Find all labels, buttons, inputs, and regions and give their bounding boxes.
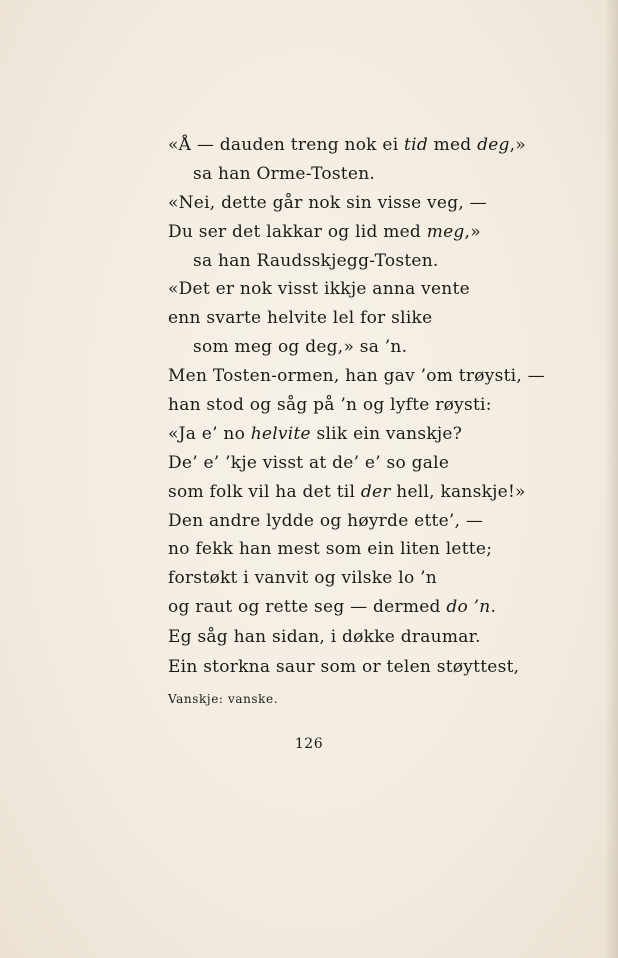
poem-stanza-1 <box>168 131 548 622</box>
poem-line: og raut og rette seg — dermed do ’n. <box>168 597 497 618</box>
poem-line: Ein storkna saur som or telen støyttest, <box>168 657 520 677</box>
poem-line: enn svarte helvite lel for slike <box>168 308 433 329</box>
poem-line: no fekk han mest som ein liten lette; <box>168 539 493 560</box>
footnote: Vanskje: vanske. <box>168 692 279 706</box>
poem-line: han stod og såg på ’n og lyfte røysti: <box>168 395 492 416</box>
page-edge-shadow <box>604 0 618 958</box>
poem-line: forstøkt i vanvit og vilske lo ’n <box>168 568 437 589</box>
poem-line: Den andre lydde og høyrde ette’, — <box>168 510 484 531</box>
poem-line: Men Tosten-ormen, han gav ’om trøysti, — <box>168 366 545 387</box>
poem-line: sa han Orme-Tosten. <box>193 163 376 184</box>
page-number: 126 <box>294 736 324 752</box>
poem-line: De’ e’ ’kje visst at de’ e’ so gale <box>168 452 450 473</box>
poem-line: som meg og deg,» sa ’n. <box>193 337 408 358</box>
poem-line: Eg såg han sidan, i døkke draumar. <box>168 627 481 647</box>
poem-line: «Det er nok visst ikkje anna vente <box>168 279 470 300</box>
poem-line: «Ja e’ no helvite slik ein vanskje? <box>168 423 463 444</box>
poem-line: som folk vil ha det til der hell, kanskje!» <box>168 481 526 502</box>
poem-line: «Nei, dette går nok sin visse veg, — <box>168 192 487 213</box>
poem-line: sa han Raudsskjegg-Tosten. <box>193 250 439 271</box>
poem-line: Du ser det lakkar og lid med meg,» <box>168 221 481 242</box>
poem-stanza-2 <box>168 622 548 682</box>
poem-line: «Å — dauden treng nok ei tid med deg,» <box>168 135 526 155</box>
